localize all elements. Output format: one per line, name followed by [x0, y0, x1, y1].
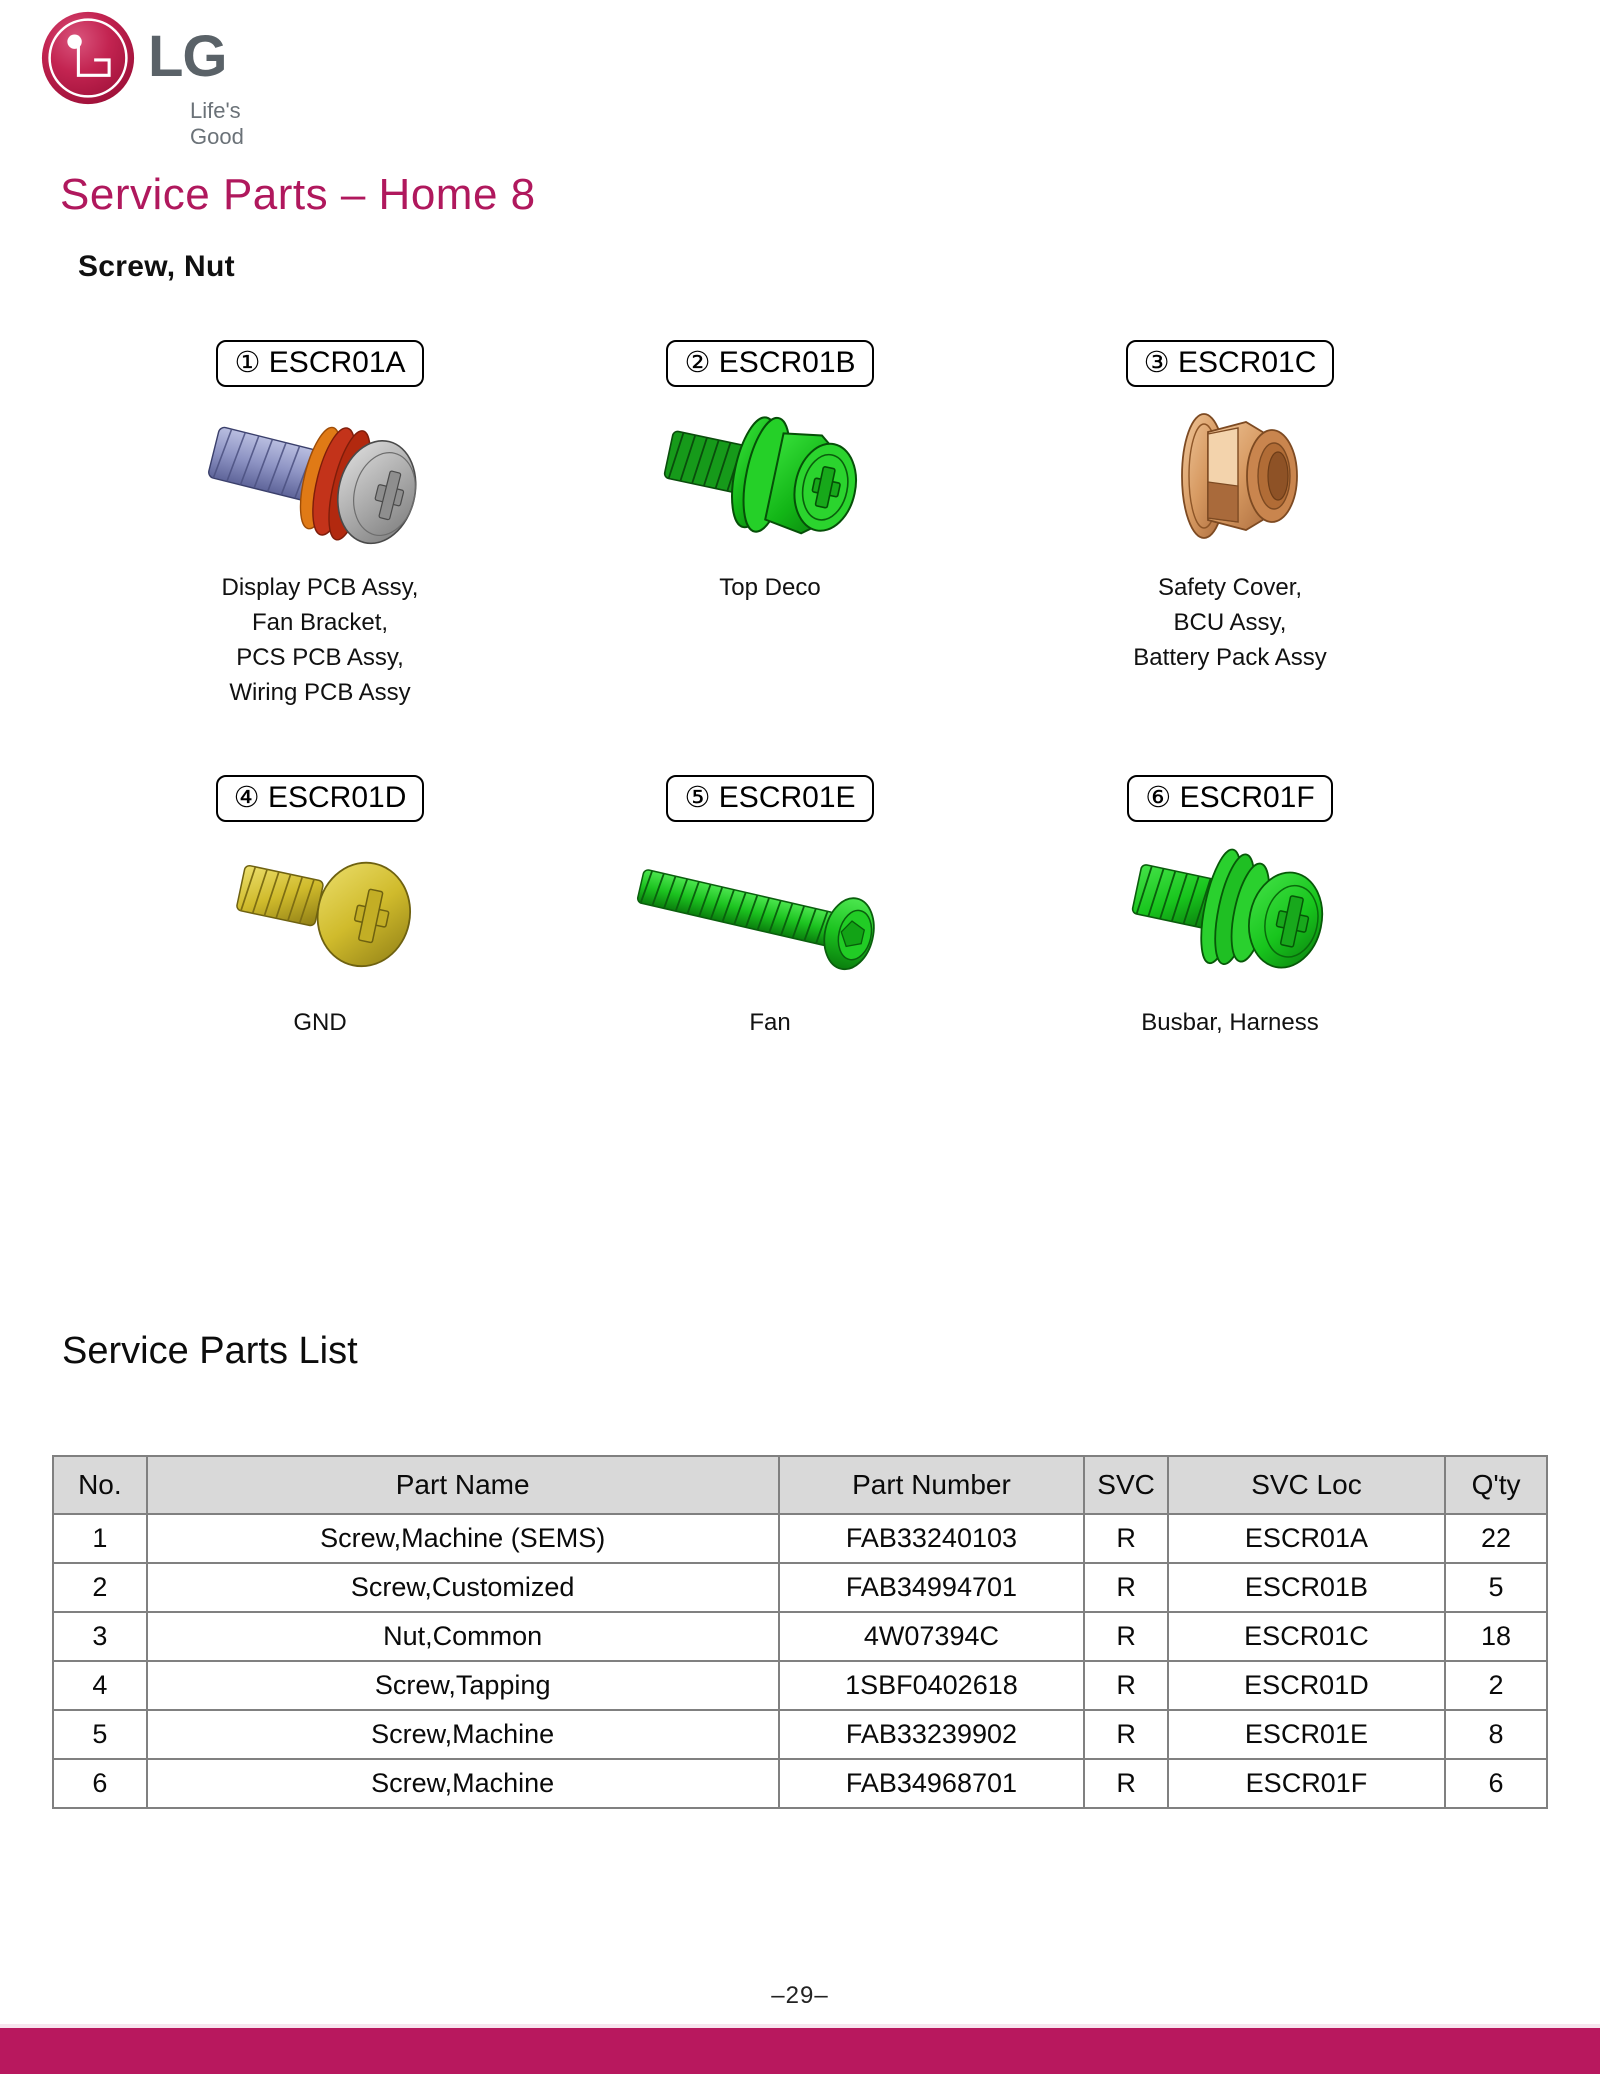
table-row: [53, 1710, 1547, 1759]
part-code-6: ESCR01F: [1179, 781, 1315, 814]
cell-qty: 18: [1445, 1612, 1547, 1661]
part-number-badge-2: ②: [684, 347, 711, 379]
cell-qty: 22: [1445, 1514, 1547, 1563]
part-number-badge-4: ④: [233, 782, 260, 814]
col-header-qty: Q'ty: [1445, 1456, 1547, 1514]
part-caption-2: Top Deco: [719, 574, 821, 602]
part-tag-4: [216, 775, 425, 822]
cell-name: Screw,Customized: [147, 1563, 779, 1612]
cell-svc: R: [1084, 1612, 1168, 1661]
table-row: [53, 1759, 1547, 1808]
part-caption-3: Safety Cover, BCU Assy, Battery Pack Assy: [1133, 574, 1327, 671]
table-row: [53, 1661, 1547, 1710]
part-number-badge-1: ①: [234, 347, 261, 379]
cell-svc: R: [1084, 1710, 1168, 1759]
lg-tagline: Life's Good: [190, 98, 244, 149]
cell-name: Screw,Machine (SEMS): [147, 1514, 779, 1563]
cell-loc: ESCR01A: [1168, 1514, 1445, 1563]
footer-bar: [0, 2028, 1600, 2074]
page-number: –29–: [771, 1982, 829, 2009]
page-title: Service Parts – Home 8: [60, 170, 536, 219]
part-tag-3: [1126, 340, 1335, 387]
cell-qty: 5: [1445, 1563, 1547, 1612]
part-caption-1: Display PCB Assy, Fan Bracket, PCS PCB Assy, Wiring PCB Assy: [221, 574, 419, 706]
part-code-1: ESCR01A: [268, 346, 406, 379]
table-row: [53, 1612, 1547, 1661]
part-number-badge-6: ⑥: [1145, 782, 1172, 814]
cell-svc: R: [1084, 1563, 1168, 1612]
col-header-no: No.: [53, 1456, 147, 1514]
cell-name: Screw,Machine: [147, 1759, 779, 1808]
cell-svc: R: [1084, 1759, 1168, 1808]
cell-pn: 4W07394C: [779, 1612, 1085, 1661]
screw-machine-washer-green-icon: [1000, 822, 1460, 1002]
service-parts-table: [52, 1455, 1548, 1809]
cell-no: 5: [53, 1710, 147, 1759]
cell-loc: ESCR01B: [1168, 1563, 1445, 1612]
service-parts-list-title: Service Parts List: [62, 1330, 358, 1372]
part-tag-6: [1127, 775, 1332, 822]
screw-hex-flange-green-icon: [540, 387, 1000, 567]
cell-svc: R: [1084, 1661, 1168, 1710]
part-cell-4: [90, 775, 550, 1041]
part-tag-1: [216, 340, 423, 387]
cell-qty: 8: [1445, 1710, 1547, 1759]
section-subtitle: Screw, Nut: [78, 250, 235, 283]
cell-name: Screw,Machine: [147, 1710, 779, 1759]
part-caption-4: GND: [293, 1009, 347, 1037]
cell-no: 4: [53, 1661, 147, 1710]
part-number-badge-5: ⑤: [684, 782, 711, 814]
col-header-svc-loc: SVC Loc: [1168, 1456, 1445, 1514]
part-code-4: ESCR01D: [267, 781, 407, 814]
part-number-badge-3: ③: [1143, 347, 1170, 379]
cell-pn: FAB34994701: [779, 1563, 1085, 1612]
cell-loc: ESCR01F: [1168, 1759, 1445, 1808]
cell-pn: FAB33240103: [779, 1514, 1085, 1563]
table-row: [53, 1563, 1547, 1612]
lg-wordmark: LG: [148, 24, 227, 89]
cell-pn: FAB34968701: [779, 1759, 1085, 1808]
part-cell-5: [540, 775, 1000, 1041]
cell-name: Screw,Tapping: [147, 1661, 779, 1710]
cell-pn: 1SBF0402618: [779, 1661, 1085, 1710]
screw-tapping-gold-icon: [90, 822, 550, 1002]
cell-name: Nut,Common: [147, 1612, 779, 1661]
part-tag-2: [666, 340, 873, 387]
cell-no: 1: [53, 1514, 147, 1563]
col-header-part-number: Part Number: [779, 1456, 1085, 1514]
cell-no: 3: [53, 1612, 147, 1661]
part-code-3: ESCR01C: [1177, 346, 1317, 379]
part-cell-2: [540, 340, 1000, 606]
part-caption-5: Fan: [749, 1009, 791, 1037]
lg-logo: [40, 10, 280, 149]
screw-long-machine-green-icon: [540, 822, 1000, 1002]
part-tag-5: [666, 775, 873, 822]
part-cell-6: [1000, 775, 1460, 1041]
screw-sems-icon: [90, 387, 550, 567]
part-cell-3: [1000, 340, 1460, 676]
cell-loc: ESCR01E: [1168, 1710, 1445, 1759]
cell-no: 6: [53, 1759, 147, 1808]
col-header-part-name: Part Name: [147, 1456, 779, 1514]
cell-loc: ESCR01C: [1168, 1612, 1445, 1661]
cell-qty: 2: [1445, 1661, 1547, 1710]
part-code-2: ESCR01B: [718, 346, 856, 379]
part-cell-1: [90, 340, 550, 711]
col-header-svc: SVC: [1084, 1456, 1168, 1514]
cell-no: 2: [53, 1563, 147, 1612]
lg-logo-mark-icon: [40, 10, 136, 106]
cell-pn: FAB33239902: [779, 1710, 1085, 1759]
table-row: [53, 1514, 1547, 1563]
table-header-row: [53, 1456, 1547, 1514]
parts-diagram-grid: [60, 340, 1540, 1240]
part-caption-6: Busbar, Harness: [1141, 1009, 1319, 1037]
flange-nut-copper-icon: [1000, 387, 1460, 567]
cell-svc: R: [1084, 1514, 1168, 1563]
cell-qty: 6: [1445, 1759, 1547, 1808]
cell-loc: ESCR01D: [1168, 1661, 1445, 1710]
part-code-5: ESCR01E: [718, 781, 856, 814]
